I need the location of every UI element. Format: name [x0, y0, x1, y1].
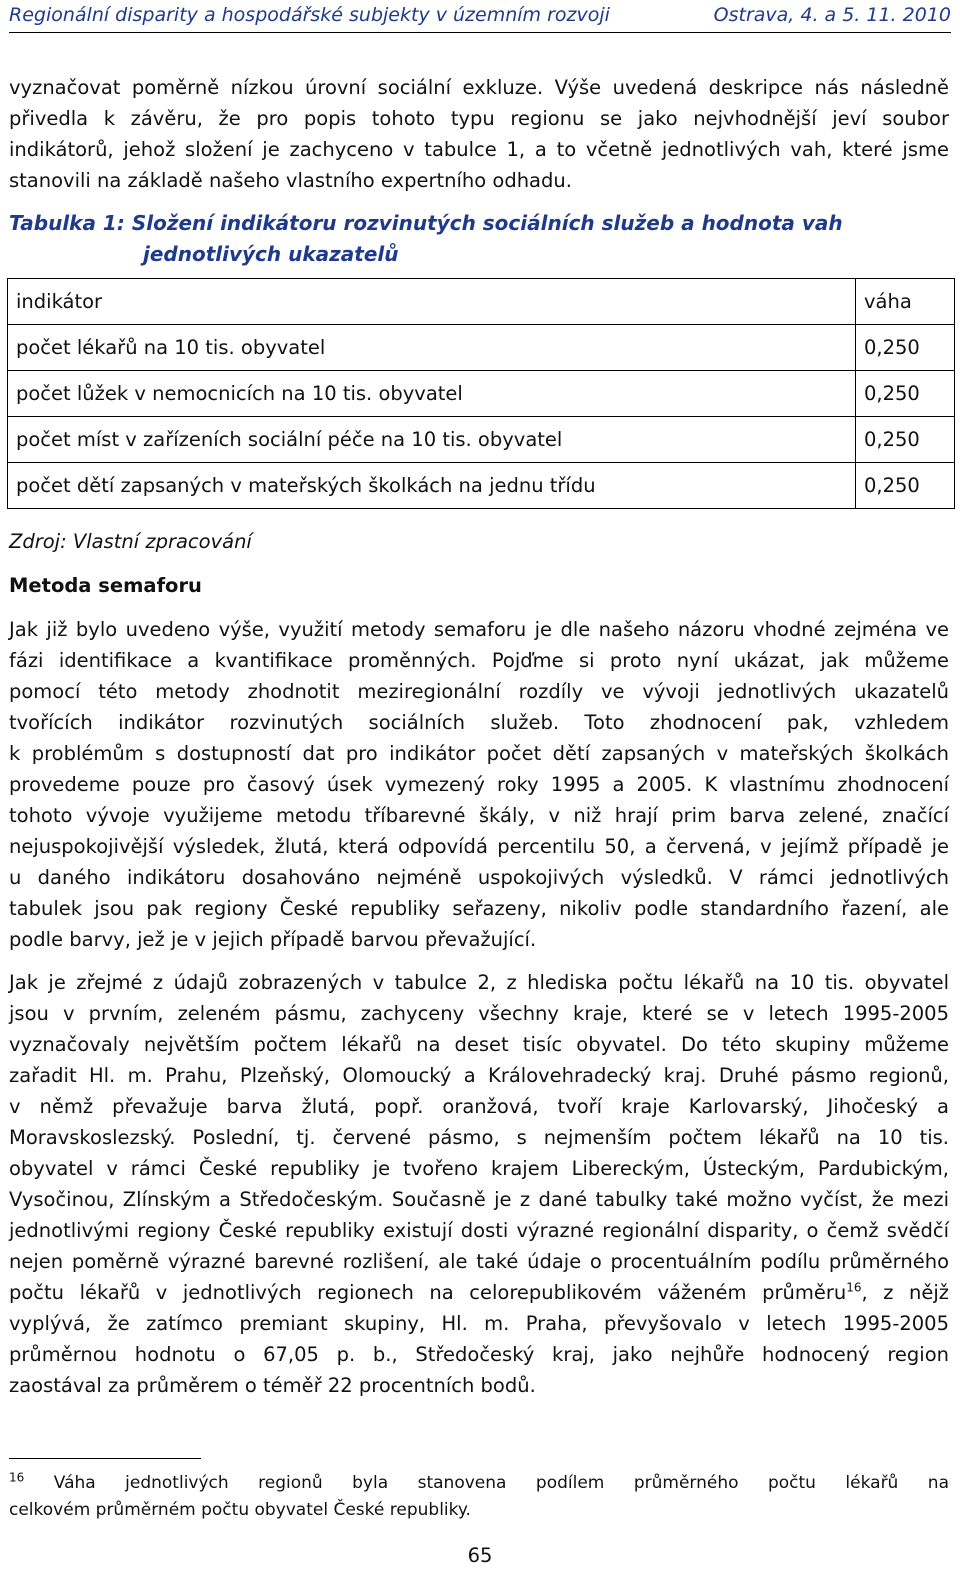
footnote-number: 16 — [9, 1470, 25, 1485]
text-line: v němž převažuje barva žlutá, popř. oranžová, tvoří kraje Karlovarský, Jihočeský a — [9, 1095, 949, 1118]
footnote-reference: 16 — [846, 1280, 862, 1295]
table-header-row — [8, 279, 955, 325]
text-line-with-footnote — [9, 1277, 949, 1308]
text-line: u daného indikátoru dosahováno nejméně uspokojivých výsledků. V rámci jednotlivých — [9, 866, 949, 889]
text-line: Jak již bylo uvedeno výše, využití metody semaforu je dle našeho názoru vhodné zejména ve — [9, 618, 949, 641]
text-line: nejen poměrně výrazné barevné rozlišení, ale také údaje o procentuálním podílu průměrného — [9, 1250, 949, 1273]
text-fragment: počtu lékařů v jednotlivých regionech na celorepublikovém váženém průměru — [9, 1281, 847, 1304]
text-line: tohoto vývoje využijeme metodu tříbarevné škály, v niž hrají prim barva zelené, značící — [9, 804, 949, 827]
footnote-separator — [9, 1458, 201, 1459]
table-row — [8, 463, 955, 509]
text-line: Vysočinou, Zlínským a Středočeským. Současně je z dané tabulky také možno vyčíst, že mezi — [9, 1188, 949, 1211]
indicator-cell: počet míst v zařízeních sociální péče na 10 tis. obyvatel — [8, 417, 856, 463]
text-line: vyznačovaly největším počtem lékařů na deset tisíc obyvatel. Do této skupiny můžeme — [9, 1033, 949, 1056]
footnote-line: celkovém průměrném počtu obyvatel České republiky. — [9, 1500, 471, 1520]
weight-cell: 0,250 — [856, 417, 955, 463]
text-line: průměrnou hodnotu o 67,05 p. b., Středočeský kraj, jako nejhůře hodnocený region — [9, 1343, 949, 1366]
text-line: zaostával za průměrem o téměř 22 procentních bodů. — [9, 1374, 536, 1397]
text-line: vyplývá, že zatímco premiant skupiny, Hl. m. Praha, převyšovalo v letech 1995-2005 — [9, 1312, 949, 1335]
text-line: obyvatel v rámci České republiky je tvořeno krajem Libereckým, Ústeckým, Pardubickým, — [9, 1157, 949, 1180]
section-heading: Metoda semaforu — [9, 574, 202, 597]
header-cell-indicator: indikátor — [8, 279, 856, 325]
text-line: k problémům s dostupností dat pro indikátor počet dětí zapsaných v mateřských školkách — [9, 742, 949, 765]
header-title: Regionální disparity a hospodářské subjekty v územním rozvoji — [9, 4, 610, 26]
table-row — [8, 417, 955, 463]
table-caption-line: Tabulka 1: Složení indikátoru rozvinutých sociálních služeb a hodnota vah — [9, 211, 843, 235]
footnote-line — [9, 1470, 949, 1497]
text-line: indikátorů, jehož složení je zachyceno v tabulce 1, a to včetně jednotlivých vah, které jsme — [9, 138, 949, 161]
text-line: Jak je zřejmé z údajů zobrazených v tabulce 2, z hlediska počtu lékařů na 10 tis. obyvatel — [9, 971, 949, 994]
header-date: Ostrava, 4. a 5. 11. 2010 — [713, 4, 951, 26]
text-line: fázi identifikace a kvantifikace proměnných. Pojďme si proto nyní ukázat, jak můžeme — [9, 649, 949, 672]
indicator-cell: počet dětí zapsaných v mateřských školkách na jednu třídu — [8, 463, 856, 509]
text-line: nejuspokojivější výsledek, žlutá, která odpovídá percentilu 50, a červená, v jejímž případě je — [9, 835, 949, 858]
indicator-table — [7, 278, 955, 509]
text-line: tvořících indikátor rozvinutých sociálních služeb. Toto zhodnocení pak, vzhledem — [9, 711, 949, 734]
running-header — [9, 2, 951, 33]
indicator-cell: počet lůžek v nemocnicích na 10 tis. obyvatel — [8, 371, 856, 417]
weight-cell: 0,250 — [856, 463, 955, 509]
table-row — [8, 371, 955, 417]
text-line: zařadit Hl. m. Prahu, Plzeňský, Olomoucký a Královehradecký kraj. Druhé pásmo regionů, — [9, 1064, 949, 1087]
text-line: podle barvy, jež je v jejich případě barvou převažující. — [9, 928, 537, 951]
table-row — [8, 325, 955, 371]
text-line: jsou v prvním, zeleném pásmu, zachyceny všechny kraje, které se v letech 1995-2005 — [9, 1002, 949, 1025]
text-line: jednotlivými regiony České republiky existují dosti výrazné regionální disparity, o čemž svědčí — [9, 1219, 949, 1242]
footnote — [9, 1470, 949, 1524]
text-fragment: , z nějž — [861, 1281, 949, 1304]
text-line: provedeme pouze pro časový úsek vymezený roky 1995 a 2005. K vlastnímu zhodnocení — [9, 773, 949, 796]
header-cell-weight: váha — [856, 279, 955, 325]
footnote-text: Váha jednotlivých regionů byla stanovena podílem průměrného počtu lékařů na — [53, 1473, 949, 1493]
table-caption-line: jednotlivých ukazatelů — [143, 242, 399, 266]
text-line: tabulek jsou pak regiony České republiky seřazeny, nikoliv podle standardního řazení, ale — [9, 897, 949, 920]
paragraph-semaphore-method — [9, 614, 949, 955]
text-line: přivedla k závěru, že pro popis tohoto typu regionu se jako nejvhodnější jeví soubor — [9, 107, 949, 130]
indicator-cell: počet lékařů na 10 tis. obyvatel — [8, 325, 856, 371]
text-line: pomocí této metody zhodnotit meziregionální rozdíly ve vývoji jednotlivých ukazatelů — [9, 680, 949, 703]
weight-cell: 0,250 — [856, 371, 955, 417]
paragraph-doctors — [9, 967, 949, 1401]
table-source: Zdroj: Vlastní zpracování — [9, 530, 252, 553]
page-number: 65 — [467, 1544, 493, 1567]
text-line: stanovili na základě našeho vlastního expertního odhadu. — [9, 169, 572, 192]
text-line: vyznačovat poměrně nízkou úrovní sociální exkluze. Výše uvedená deskripce nás následně — [9, 76, 949, 99]
table-caption — [9, 208, 949, 270]
text-line: Moravskoslezský. Poslední, tj. červené pásmo, s nejmenším počtem lékařů na 10 tis. — [9, 1126, 949, 1149]
weight-cell: 0,250 — [856, 325, 955, 371]
intro-paragraph — [9, 72, 949, 196]
